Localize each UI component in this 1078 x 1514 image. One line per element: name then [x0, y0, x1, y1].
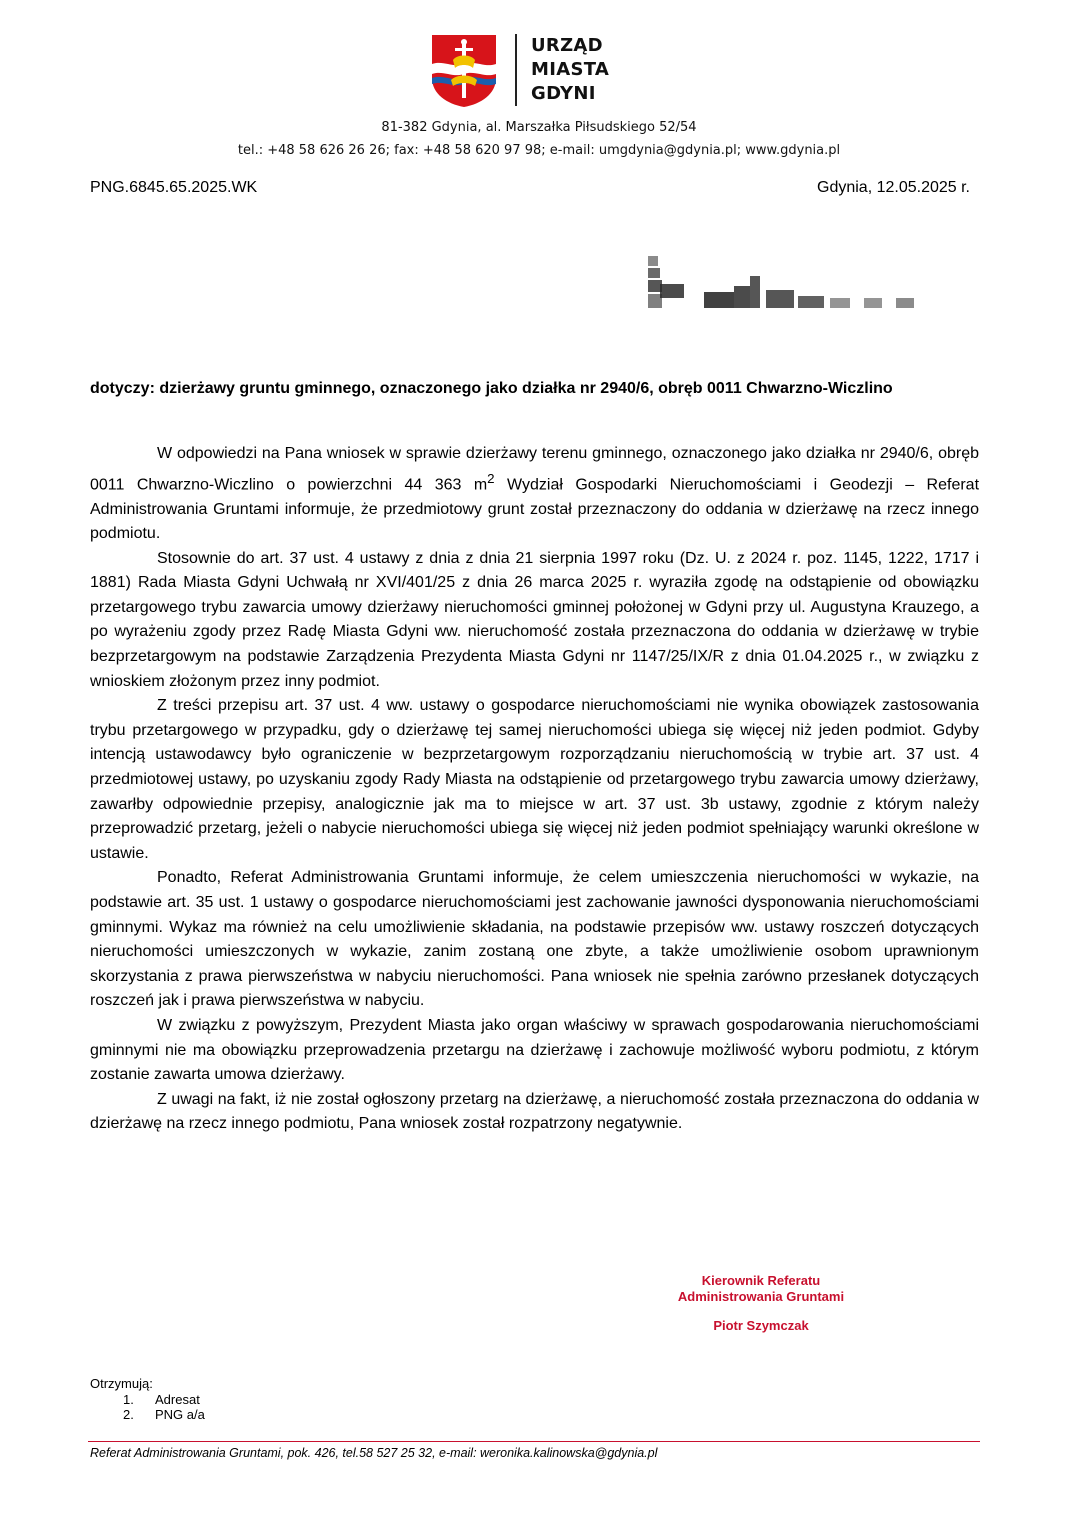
signature-title-line-1: Kierownik Referatu — [701, 1273, 821, 1288]
gdynia-crest-icon — [431, 34, 497, 108]
list-item: 1. Adresat — [123, 1391, 200, 1407]
header-contacts: tel.: +48 58 626 26 26; fax: +48 58 620 97 98; e-mail: umgdynia@gdynia.pl; www.gdynia.pl — [237, 143, 841, 158]
letter-subject: dotyczy: dzierżawy gruntu gminnego, oznaczonego jako działka nr 2940/6, obręb 0011 Chwarzno-Wiczlino — [90, 380, 893, 397]
reference-number: PNG.6845.65.2025.WK — [90, 179, 258, 196]
body-paragraph-3: Z treści przepisu art. 37 ust. 4 ww. ustawy o gospodarce nieruchomościami nie wynika obowiązek zastosowania trybu przetargowego w przypadku, gdy o dzierżawę tej samej nieruchomości ubiega się więcej niż jeden podmiot. Gdyby intencją ustawodawcy było ograniczenie w bezprzetargowym rozporządzaniu nieruchomością w trybie art. 37 ust. 4 przedmiotowej ustawy, po uzyskaniu zgody Rady Miasta na odstąpienie od przetargowego trybu zawarcia umowy dzierżawy, zawarłby odpowiednie przepisy, analogicznie jak ma to miejsce w art. 37 ust. 3b ustawy, zgodnie z którym należy przeprowadzić przetarg, jeżeli o nabycie nieruchomości ubiega się więcej niż jeden podmiot spełniający warunki określone w ustawie. — [90, 697, 979, 862]
recipients-list — [90, 1376, 205, 1423]
footer-divider — [88, 1441, 980, 1442]
header-divider — [515, 34, 517, 106]
body-paragraph-4: Ponadto, Referat Administrowania Gruntami informuje, że celem umieszczenia nieruchomości w wykazie, na podstawie art. 35 ust. 1 ustawy o gospodarce nieruchomościami jest zachowanie jawności dysponowania nieruchomościami gminnymi. Wykaz ma również na celu umożliwienie składania, na podstawie przepisów ww. ustawy roszczeń dotyczących nieruchomości umieszczonych w wykazie, zanim zostaną one zbyte, a także umożliwienie osobom uprawnionym skorzystania z prawa pierwszeństwa w nabyciu nieruchomości. Pana wniosek nie spełnia zarówno przesłanek dotyczących roszczeń jak i prawa pierwszeństwa w nabyciu. — [90, 869, 979, 1010]
superscript-2: 2 — [487, 470, 495, 486]
body-paragraph-1: W odpowiedzi na Pana wniosek w sprawie dzierżawy terenu gminnego, oznaczonego jako działka nr 2940/6, obręb 0011 Chwarzno-Wiczlino o powierzchni 44 363 $m^2$ Wydział Gospodarki Nieruchomościami i Geodezji – Referat Administrowania Gruntami informuje, że przedmiotowy grunt został przeznaczony do oddania w dzierżawę na rzecz innego podmiotu. — [90, 445, 980, 543]
list-item: 2. PNG a/a — [123, 1407, 205, 1422]
place-date: Gdynia, 12.05.2025 r. — [817, 179, 970, 196]
recipients-label: Otrzymują: — [90, 1376, 153, 1391]
org-name-line-1: URZĄD — [531, 35, 603, 56]
footer-contact: Referat Administrowania Gruntami, pok. 426, tel.58 527 25 32, e-mail: weronika.kalinowska@gdynia.pl — [90, 1446, 658, 1460]
redacted-addressee — [648, 256, 920, 318]
signature-block — [640, 1273, 882, 1334]
body-paragraph-6: Z uwagi na fakt, iż nie został ogłoszony przetarg na dzierżawę, a nieruchomość została przeznaczona do oddania w dzierżawę na rzecz innego podmiotu, Pana wniosek został rozpatrzony negatywnie. — [90, 1090, 979, 1133]
letter-body — [90, 442, 979, 1137]
header-address: 81-382 Gdynia, al. Marszałka Piłsudskiego 52/54 — [381, 120, 697, 135]
body-paragraph-2: Stosownie do art. 37 ust. 4 ustawy z dnia z dnia 21 sierpnia 1997 roku (Dz. U. z 2024 r. poz. 1145, 1222, 1717 i 1881) Rada Miasta Gdyni Uchwałą nr XVI/401/25 z dnia 26 marca 2025 r. wyraziła zgodę na odstąpienie od obowiązku przetargowego trybu zawarcia umowy dzierżawy nieruchomości gminnej położonej w Gdyni przy ul. Augustyna Krauzego, a po wyrażeniu zgody przez Radę Miasta Gdyni ww. nieruchomość została przeznaczona do oddania w dzierżawę w trybie bezprzetargowym na podstawie Zarządzenia Prezydenta Miasta Gdyni nr 1147/25/IX/R z dnia 01.04.2025 r., w związku z wnioskiem złożonym przez inny podmiot. — [90, 549, 979, 690]
org-name-line-2: MIASTA — [531, 59, 610, 80]
signature-name: Piotr Szymczak — [713, 1318, 809, 1333]
signature-title-line-2: Administrowania Gruntami — [677, 1288, 845, 1304]
org-name-line-3: GDYNI — [531, 83, 596, 104]
body-paragraph-5: W związku z powyższym, Prezydent Miasta jako organ właściwy w sprawach gospodarowania nieruchomościami gminnymi nie ma obowiązku przeprowadzenia przetargu na dzierżawę i zachowuje możliwość wyboru podmiotu, z którym zostanie zawarta umowa dzierżawy. — [90, 1016, 979, 1084]
organization-name — [531, 34, 609, 106]
